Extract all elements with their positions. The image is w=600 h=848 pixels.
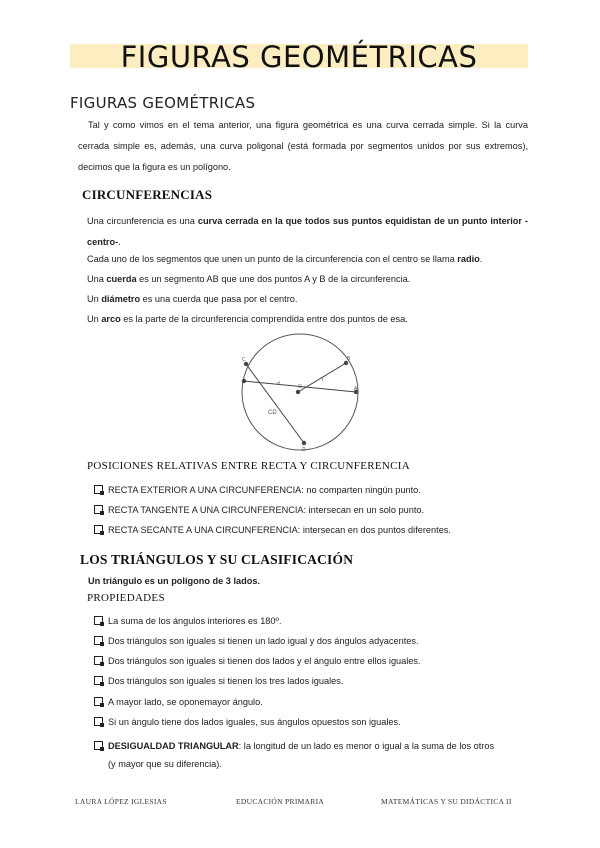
circle-diagram: [230, 330, 370, 455]
list-item-text: Dos triángulos son iguales si tienen un lado igual y dos ángulos adyacentes.: [108, 636, 419, 646]
intro-paragraph: Tal y como vimos en el tema anterior, una figura geométrica es una curva cerrada simple. Si la curva cerrada simple es, además, una curva poligonal (está formada por segmentos unidos por sus extremos), decimos que la figura es un polígono.: [78, 120, 528, 172]
checkbox-bullet-icon: [94, 616, 103, 625]
list-item: [94, 523, 451, 537]
list-item-text: RECTA EXTERIOR A UNA CIRCUNFERENCIA: no comparten ningún punto.: [108, 485, 421, 495]
point-left: [242, 379, 246, 383]
checkbox-bullet-icon: [94, 697, 103, 706]
desigualdad-cont: (y mayor que su diferencia).: [108, 759, 222, 769]
label-d: D: [302, 447, 306, 453]
page-title: FIGURAS GEOMÉTRICAS: [120, 40, 478, 74]
arco-bold: arco: [101, 314, 121, 324]
posiciones-title: POSICIONES RELATIVAS ENTRE RECTA Y CIRCUNFERENCIA: [87, 460, 410, 472]
checkbox-bullet-icon: [94, 656, 103, 665]
list-item-text: La suma de los ángulos interiores es 180º.: [108, 616, 282, 626]
checkbox-bullet-icon: [94, 485, 103, 494]
diam-end: es una cuerda que pasa por el centro.: [140, 294, 298, 304]
circunferencias-title: CIRCUNFERENCIAS: [82, 187, 213, 202]
cuerda-text: Una: [87, 274, 107, 284]
cuerda-line: [87, 272, 410, 286]
cuerda-end: es un segmento AB que une dos puntos A y B de la circunferencia.: [136, 274, 411, 284]
triangulos-title: LOS TRIÁNGULOS Y SU CLASIFICACIÓN: [80, 552, 354, 567]
list-item-text: RECTA TANGENTE A UNA CIRCUNFERENCIA: intersecan en un solo punto.: [108, 505, 425, 515]
diam-bold: diámetro: [101, 294, 141, 304]
label-c: C: [242, 357, 246, 363]
list-item: [94, 483, 421, 497]
checkbox-bullet-icon: [94, 741, 103, 750]
footer-author: LAURA LÓPEZ IGLESIAS: [75, 797, 167, 806]
list-item-text: Dos triángulos son iguales si tienen dos lados y el ángulo entre ellos iguales.: [108, 656, 421, 666]
label-a: A: [354, 386, 358, 392]
diametro-line: [87, 292, 297, 306]
circ-def-end: .: [118, 237, 121, 247]
radio-end: .: [479, 254, 483, 264]
list-item: [94, 695, 263, 709]
propiedades-title: PROPIEDADES: [87, 592, 165, 604]
label-b: B: [347, 356, 351, 362]
checkbox-bullet-icon: [94, 717, 103, 726]
desigualdad-text: : la longitud de un lado es menor o igual a la suma de los otros: [238, 741, 495, 751]
list-item-text: Si un ángulo tiene dos lados iguales, sus ángulos opuestos son iguales.: [108, 717, 401, 727]
cuerda-bold: cuerda: [106, 274, 137, 284]
list-item-text: RECTA SECANTE A UNA CIRCUNFERENCIA: intersecan en dos puntos diferentes.: [108, 525, 451, 535]
radio-line: [87, 252, 482, 266]
list-item: [94, 715, 401, 729]
checkbox-bullet-icon: [94, 505, 103, 514]
checkbox-bullet-icon: [94, 636, 103, 645]
desigualdad-label: DESIGUALDAD TRIANGULAR: [108, 741, 239, 751]
arco-text: Un: [87, 314, 102, 324]
point-d: [302, 441, 306, 445]
diam-text: Un: [87, 294, 102, 304]
list-item: [94, 654, 421, 668]
chord-line: [246, 364, 304, 443]
checkbox-bullet-icon: [94, 525, 103, 534]
circ-def-text: Una circunferencia es una: [87, 216, 198, 226]
list-item-text: A mayor lado, se oponemayor ángulo.: [108, 697, 263, 707]
footer-course: MATEMÁTICAS Y SU DIDÁCTICA II: [381, 797, 512, 806]
list-item: [94, 614, 281, 628]
list-item: [94, 674, 343, 688]
list-item: [94, 503, 424, 517]
circ-definition: [87, 211, 528, 253]
label-r: r: [322, 377, 324, 383]
label-cd: CD: [268, 410, 277, 416]
triangle-definition: Un triángulo es un polígono de 3 lados.: [88, 576, 261, 586]
radio-bold: radio: [457, 254, 480, 264]
label-o: O: [298, 384, 302, 390]
list-item: [94, 736, 528, 757]
arco-end: es la parte de la circunferencia comprendida entre dos puntos de esa.: [120, 314, 408, 324]
point-o: [296, 390, 300, 394]
arco-line: [87, 312, 408, 326]
list-item-text: Dos triángulos son iguales si tienen los tres lados iguales.: [108, 676, 344, 686]
footer-subject: EDUCACIÓN PRIMARIA: [236, 797, 325, 806]
label-d-small: d: [277, 381, 280, 387]
section-heading: FIGURAS GEOMÉTRICAS: [70, 94, 256, 112]
checkbox-bullet-icon: [94, 676, 103, 685]
radio-text: Cada uno de los segmentos que unen un punto de la circunferencia con el centro se llama: [87, 254, 458, 264]
circ-def-bold: curva cerrada en la que todos sus puntos equidistan de un punto interior -centro-: [87, 216, 528, 247]
list-item: [94, 634, 419, 648]
